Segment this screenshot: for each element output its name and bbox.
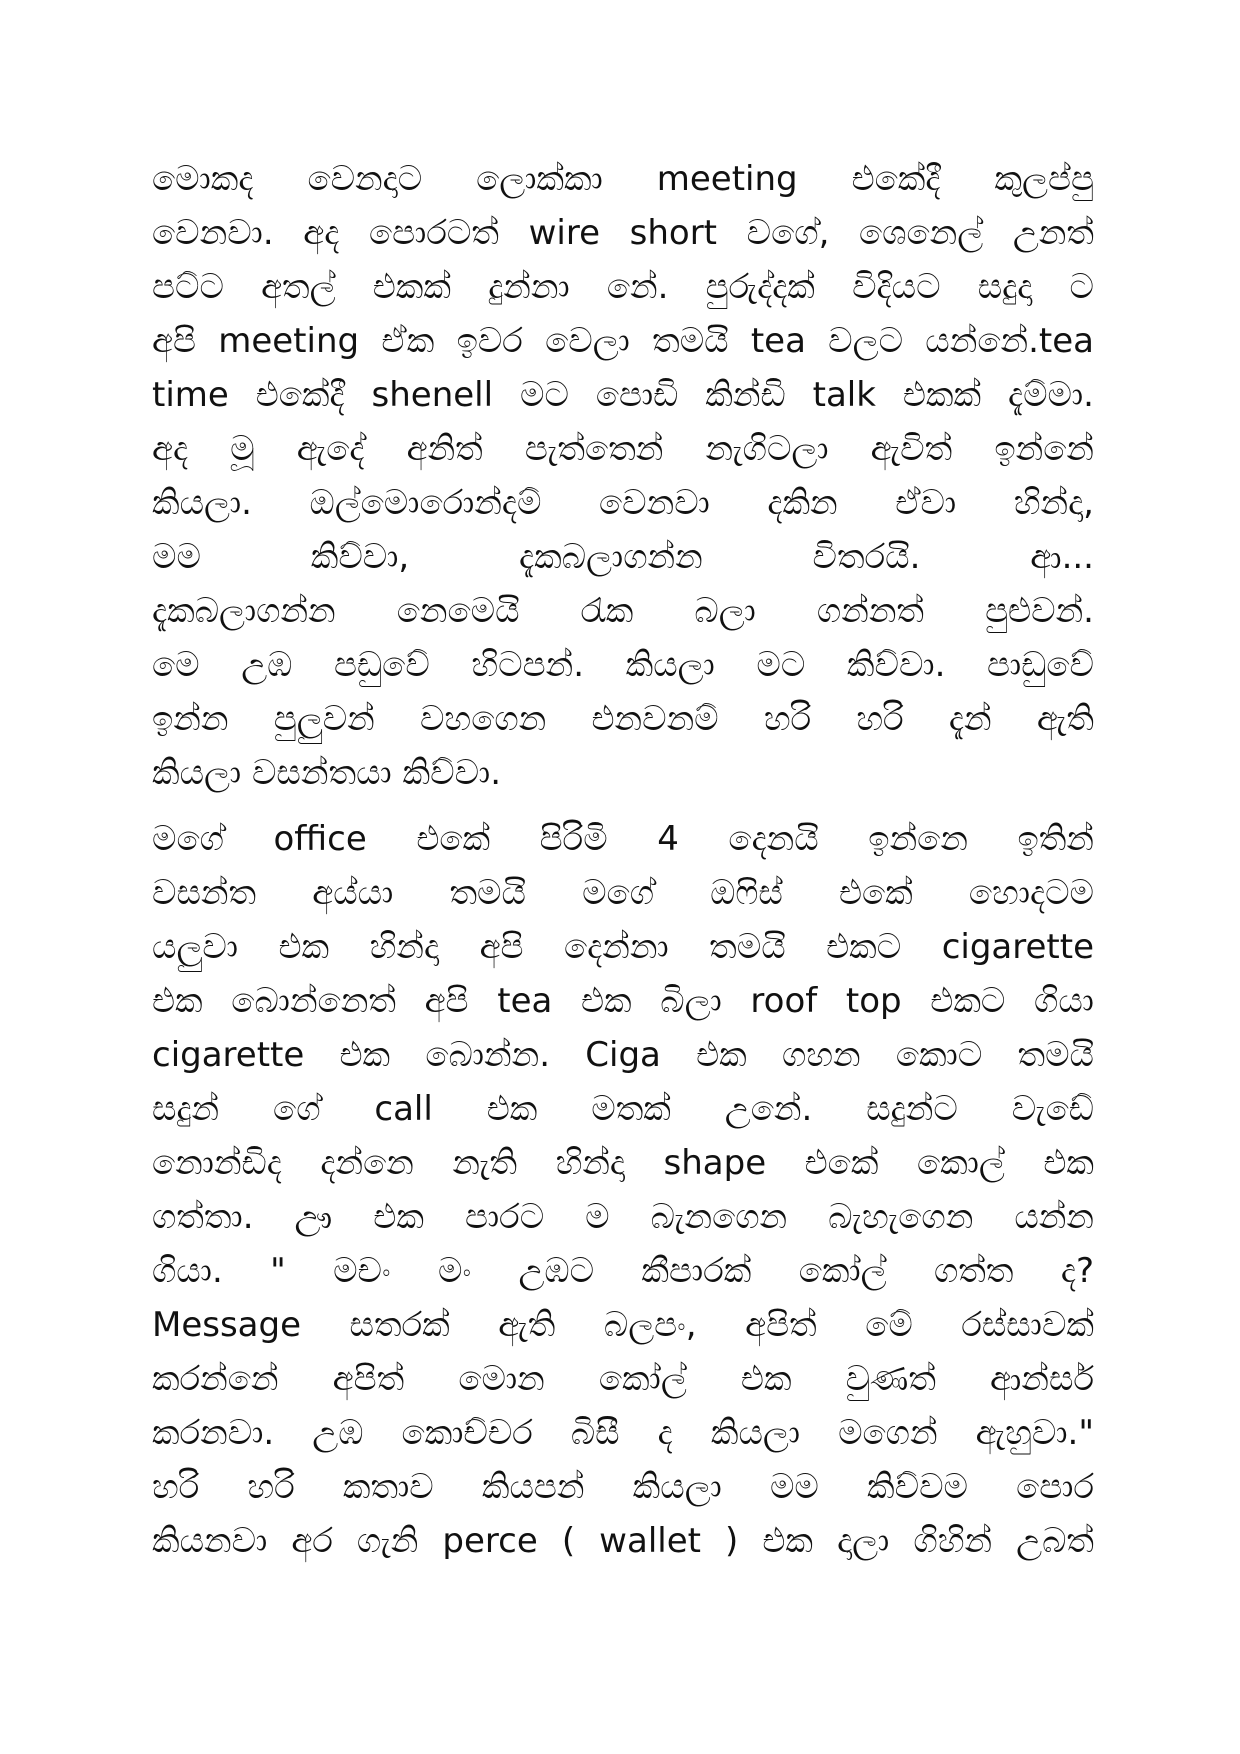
text-line: time එකේදී shenell මට පොඩි කින්ඩි talk එකක් දැම්මා.: [152, 375, 1094, 415]
text-line: අපි meeting ඒක ඉවර වෙලා තමයි tea වලට යන්නේ.tea: [152, 321, 1094, 361]
text-line: වසන්ත අය්යා තමයි මගේ ඔෆිස් එකේ හොදටම: [152, 873, 1094, 913]
text-line: දැකබලාගන්න නෙමෙයි රැක බලා ගන්නත් පුළුවන්.: [152, 591, 1094, 631]
text-line: මෙ උඹ පඩුවේ හිටපන්. කියලා මට කිව්වා. පාඩුවේ: [152, 645, 1094, 685]
text-line: කරන්නේ අපිත් මොන කෝල් එක වුණත් ආන්සර්: [152, 1359, 1094, 1399]
text-line: හරි හරි කතාව කියපන් කියලා මම කිව්වම පොර: [152, 1467, 1094, 1507]
text-line: මොකද වෙනදාට ලොක්කා meeting එකේදී කුලප්පු: [152, 159, 1094, 199]
text-line: කියලා. ඔල්මොරොන්දම් වෙනවා දකින ඒවා හින්දා,: [152, 483, 1094, 523]
text-line: ගත්තා. ඌ එක පාරට ම බැනගෙන බැහැගෙන යන්න: [152, 1197, 1094, 1237]
body-text: [152, 152, 1094, 1568]
paragraph-1: [152, 152, 1094, 800]
text-line: සදුන් ගේ call එක මතක් උනේ. සදුන්ට වැඩේ: [152, 1089, 1094, 1129]
text-line: පට්ට අතල් එකක් දුන්නා නේ. පුරුද්දක් විදියට සදුදා ට: [152, 267, 1094, 307]
text-line: වෙනවා. අද පොරටත් wire short වගේ, ශෙනෙල් උනත්: [152, 213, 1094, 253]
text-line: කියනවා අර ගැනි perce ( wallet ) එක දාලා ගිහින් උබත්: [152, 1521, 1094, 1561]
text-line: කරනවා. උඹ කොච්චර බිසී ද කියලා මගෙන් ඇහුවා.": [152, 1413, 1094, 1453]
paragraph-2: [152, 812, 1094, 1568]
paragraph-gap: [152, 800, 1094, 812]
text-line: අද මූ ඇදේ අනිත් පැත්තෙන් නැගිටලා ඇවිත් ඉන්නේ: [152, 429, 1094, 469]
text-line: නොන්ඩිද දන්නෙ නැති හින්දා shape එකේ කොල් එක: [152, 1143, 1094, 1183]
text-line: Message සතරක් ඇති බලපං, අපිත් මේ රස්සාවක්: [152, 1305, 1094, 1345]
text-line: යලුවා එක හින්දා අපි දෙන්නා තමයි එකට cigarette: [152, 927, 1094, 967]
text-line: cigarette එක බොන්න. Ciga එක ගහන කොට තමයි: [152, 1035, 1094, 1075]
text-line: මගේ office එකේ පිරිමි 4 දෙනයි ඉන්නෙ ඉතින්: [152, 819, 1094, 859]
text-line: මම කිව්වා, දැකබලාගන්න විතරයි. ආ...: [152, 537, 1094, 577]
text-line: ගියා. " මචං මං උඹට කීපාරක් කෝල් ගත්ත ද?: [152, 1251, 1094, 1291]
text-line: ඉන්න පුලුවන් වහගෙන එනවනම් හරි හරි දැන් ඇති: [152, 699, 1094, 739]
text-line: කියලා වසන්තයා කිව්වා.: [152, 753, 502, 793]
text-line: එක බොන්නෙත් අපි tea එක බිලා roof top එකට ගියා: [152, 981, 1094, 1021]
